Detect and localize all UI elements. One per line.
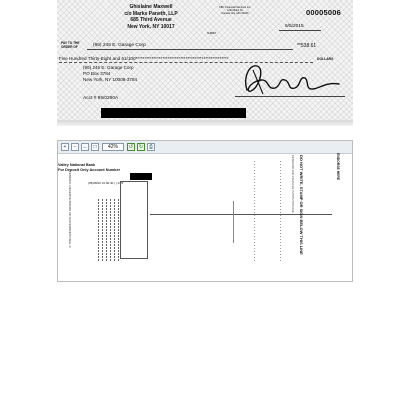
payee-address-line-1: (95) 245 E. Garage Corp: [83, 65, 134, 70]
payee-rule: [87, 49, 293, 50]
rotate-right-icon[interactable]: ↻: [138, 144, 144, 150]
viewer-toolbar: [58, 141, 352, 154]
submit-label: SUBMIT: [207, 32, 217, 35]
zoom-in-icon[interactable]: +: [61, 143, 69, 151]
payee-name: (95) 245 E. Garage Corp: [93, 43, 146, 48]
account-number: Acct # 95/0290A: [83, 96, 119, 101]
pay-to-label: [61, 41, 79, 49]
check-amount: **538.61: [297, 43, 317, 49]
check-front-image: [57, 0, 353, 121]
pay-label-line-2: ORDER OF: [61, 45, 78, 49]
payee-address-line-3: New York, NY 10008-3784: [83, 76, 138, 82]
payer-name: Ghislaine Maxwell: [129, 4, 173, 10]
dollars-label: DOLLARS: [317, 57, 334, 61]
check-number: 00005006: [306, 8, 341, 17]
horizontal-divider: [150, 214, 332, 215]
check-back-viewer: [57, 140, 353, 282]
payer-care-of: c/o Marks Paneth, LLP: [124, 10, 178, 17]
do-not-write-label: DO NOT WRITE, STAMP OR SIGN BELOW THIS LINE: [299, 155, 304, 255]
date-rule: [279, 30, 321, 31]
dotted-guide-1: [254, 161, 255, 261]
print-icon[interactable]: ⎙: [148, 144, 153, 150]
bank-line-3: Kansas City, MO 64106: [221, 12, 249, 16]
fit-width-icon[interactable]: ↔: [82, 144, 88, 150]
endorsement-line-2: For Deposit Only Account Number: [58, 167, 121, 172]
endorsement-line-1: Valley National Bank: [58, 163, 96, 167]
payer-city: New York, NY 10017: [127, 23, 175, 30]
payee-address-line-2: PO Box 3784: [83, 70, 111, 76]
amount-in-words: Five Hundred Thirty-Eight and 61/100****************************************************: [59, 56, 229, 61]
rotate-left-icon[interactable]: ↺: [128, 144, 134, 150]
payee-address: [83, 65, 137, 82]
boxed-disclaimer: [120, 181, 148, 259]
check-date: 6/5/2015: [285, 24, 304, 29]
processing-stamp: (05)08/20 10:00:40 | | 1/29: [88, 181, 124, 185]
signature-image: [239, 60, 345, 96]
pay-label-line-1: PAY TO THE: [61, 41, 80, 45]
redacted-micr-line: [101, 108, 246, 118]
dotted-guide-2: [280, 161, 281, 261]
vertical-divider: [233, 201, 234, 243]
bank-line-1: CBC Financial Services Inc.: [218, 6, 252, 9]
fit-page-icon[interactable]: □: [91, 143, 99, 151]
bank-block: [205, 6, 265, 16]
payer-block: [95, 4, 207, 30]
signature-rule: [235, 96, 345, 97]
reserved-label: RESERVED FOR FINANCIAL INSTITUTION USE: [291, 155, 294, 213]
bank-line-2: 1234 Bank St.: [226, 9, 244, 13]
rotated-fine-print: [96, 199, 120, 261]
redacted-account-number: [130, 173, 152, 180]
zoom-level-field[interactable]: 42%: [102, 143, 124, 151]
page-edge-shadow: [57, 120, 353, 126]
endorse-here-label: ENDORSE HERE: [336, 153, 340, 181]
zoom-out-icon[interactable]: −: [71, 143, 79, 151]
payer-street: 685 Third Avenue: [130, 17, 172, 24]
reserve-board-strip: FEDERAL RESERVE BOARD OF GOVERNORS REG. C: [68, 171, 72, 248]
